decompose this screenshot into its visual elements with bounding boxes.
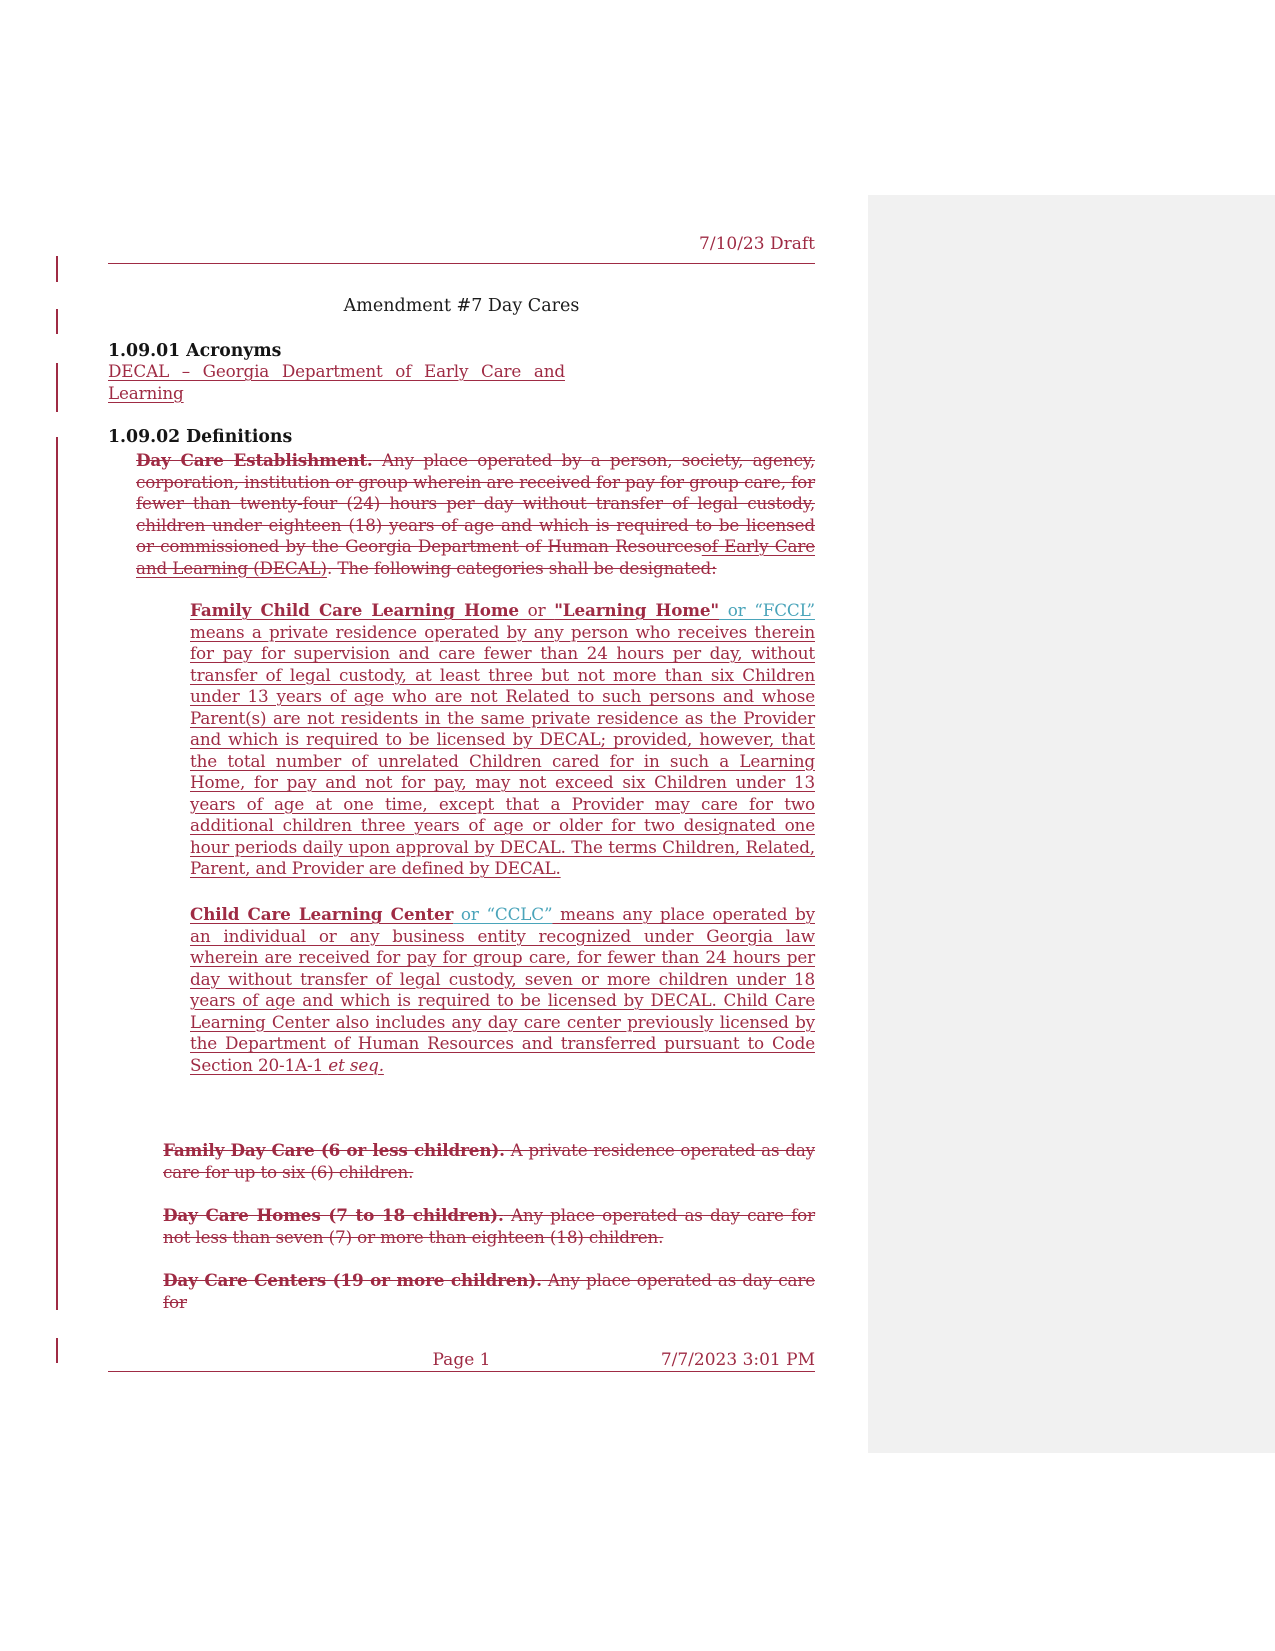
inserted-text-cclc-acronym: or “CCLC”: [453, 904, 553, 924]
section-heading-definitions: 1.09.02 Definitions: [108, 427, 293, 447]
deleted-text: Any place operated as day care for: [163, 1270, 815, 1312]
change-bar: [56, 256, 58, 282]
inserted-then-deleted-text: of Early Care and Learning (DECAL): [136, 536, 815, 578]
deleted-term-family-day-care: Family Day Care (6 or less children).: [163, 1140, 505, 1160]
deleted-text: Any place operated as day care for not less than seven (7) or more than eighteen (18) children.: [163, 1205, 816, 1247]
change-bar: [56, 363, 58, 412]
inserted-term-fccl-home: Family Child Care Learning Home: [190, 600, 519, 620]
deleted-text: A private residence operated as day care for up to six (6) children.: [163, 1140, 816, 1182]
section-heading-acronyms: 1.09.01 Acronyms: [108, 341, 282, 361]
inserted-text-fccl-acronym: or “FCCL”: [719, 600, 815, 620]
paragraph-family-child-care-learning-home: [190, 600, 815, 880]
header-draft-date: 7/10/23 Draft: [699, 234, 815, 254]
deleted-term-day-care-establishment: Day Care Establishment.: [136, 450, 373, 470]
inserted-term-cclc: Child Care Learning Center: [190, 904, 454, 924]
change-bar: [56, 1338, 58, 1363]
inserted-term-learning-home: "Learning Home": [554, 600, 720, 620]
inserted-text-et-seq: et seq.: [328, 1054, 384, 1075]
inserted-text: means a private residence operated by any person who receives therein for pay for supervision and care fewer than 24 hours per day, without transfer of legal custody, at least three but not more than six Children under 13 years of age who are not Related to such persons and whose Parent(s) are not residents in the same private residence as the Provider and which is required to be licensed by DECAL; provided, however, that the total number of unrelated Children cared for in such a Learning Home, for pay and not for pay, may not exceed six Children under 13 years of age at one time, except that a Provider may care for two additional children three years of age or older for two designated one hour periods daily upon approval by DECAL. The terms Children, Related, Parent, and Provider are defined by DECAL.: [190, 621, 815, 878]
page-footer: [108, 1341, 815, 1372]
inserted-text: means any place operated by an individual or any business entity recognized under Georgia law wherein are received for pay for group care, for fewer than 24 hours per day without transfer of legal custody, seven or more children under 18 years of age and which is required to be licensed by DECAL. Child Care Learning Center also includes any day care center previously licensed by the Department of Human Resources and transferred pursuant to Code Section 20-1A-1: [190, 904, 815, 1075]
deleted-term-day-care-centers: Day Care Centers (19 or more children).: [163, 1270, 542, 1290]
inserted-text: or: [518, 600, 555, 620]
paragraph-day-care-homes: [163, 1205, 815, 1248]
footer-page-number: Page 1: [432, 1350, 491, 1370]
paragraph-child-care-learning-center: [190, 904, 815, 1076]
paragraph-family-day-care: [163, 1140, 815, 1183]
footer-timestamp: 7/7/2023 3:01 PM: [660, 1350, 815, 1370]
change-bar: [56, 437, 58, 1310]
markup-area-panel: [868, 195, 1275, 1453]
deleted-text: Any place operated by a person, society, agency, corporation, institution or group wherein are received for pay for group care, for fewer than twenty-four (24) hours per day without transfer of legal custody, children under eighteen (18) years of age and which is required to be licensed or commissioned by the Georgia Department of Human Resources: [136, 450, 816, 556]
inserted-text-decal: DECAL – Georgia Department of Early Care and Learning: [108, 361, 565, 403]
page-header: [108, 234, 815, 264]
deleted-text: . The following categories shall be designated:: [326, 557, 717, 578]
paragraph-day-care-establishment: [136, 450, 815, 579]
paragraph-day-care-centers: [163, 1270, 815, 1313]
document-title: Amendment #7 Day Cares: [343, 296, 580, 316]
change-bar: [56, 309, 58, 334]
deleted-term-day-care-homes: Day Care Homes (7 to 18 children).: [163, 1205, 504, 1225]
